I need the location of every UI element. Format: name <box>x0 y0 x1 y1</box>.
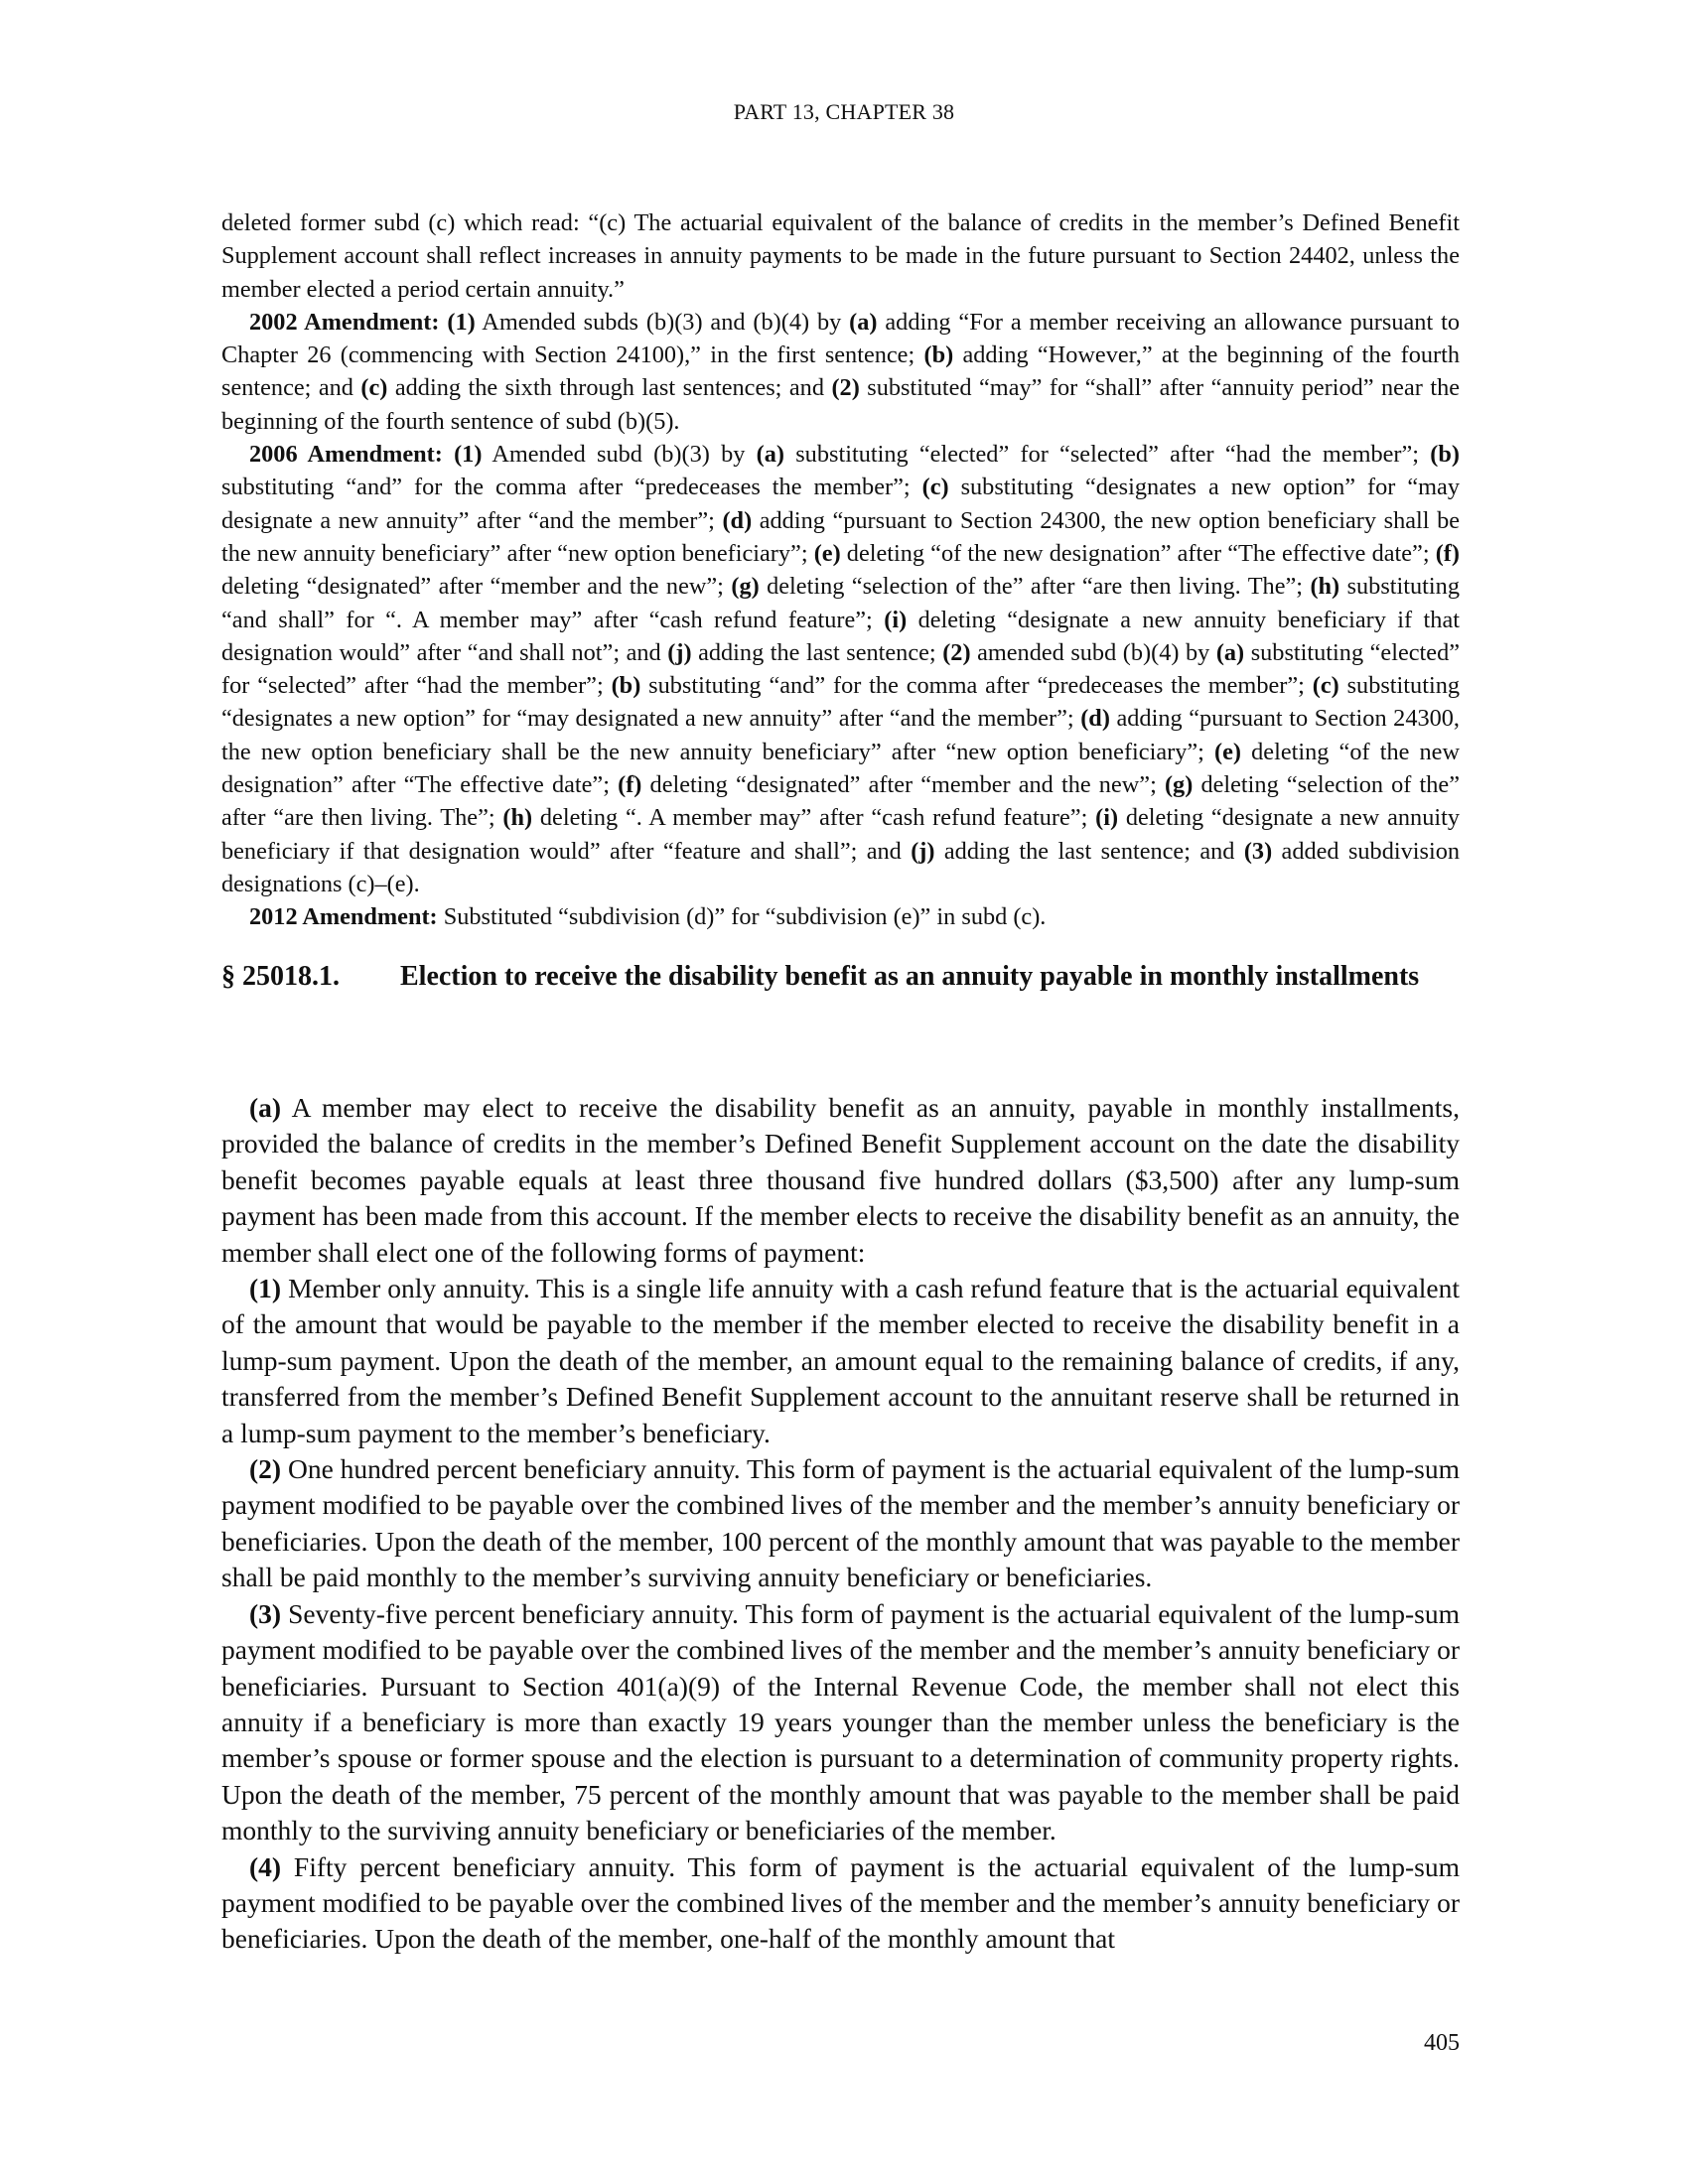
bold-label: (e) <box>1214 738 1241 765</box>
para-3 <box>221 1596 1460 1849</box>
bold-label: (b) <box>923 341 954 369</box>
text-run: One hundred percent beneficiary annuity. This form of payment is the actuarial equivalent of the lump-sum payment modified to be payable over the combined lives of the member and the member’s annuity beneficiary or beneficiaries. Upon the death of the member, 100 percent of the monthly amount that was payable to the member shall be paid monthly to the member’s surviving annuity beneficiary or beneficiaries. <box>221 1453 1460 1593</box>
text-run: deleting “. A member may” after “cash refund feature”; <box>532 804 1096 832</box>
para-1 <box>221 1271 1460 1451</box>
section-body <box>221 1090 1460 1958</box>
text-run: deleted former subd (c) which read: “(c) The actuarial equivalent of the balance of credits in the member’s Defined Benefit Supplement account shall reflect increases in annuity payments to be made in the future pursuant to Section 24402, unless the member elected a period certain annuity.” <box>221 209 1460 303</box>
subd-a <box>221 1090 1460 1271</box>
page-number: 405 <box>1424 2030 1460 2056</box>
bold-label: (c) <box>360 374 388 402</box>
text-run: adding the last sentence; and <box>934 837 1244 865</box>
bold-label: 2002 Amendment: <box>249 308 440 336</box>
text-run: added subdivision designations (c)–(e). <box>221 837 1461 897</box>
note-2012-amendment <box>221 900 1460 933</box>
section-title: Election to receive the disability benefit as an annuity payable in monthly installments <box>400 961 1420 992</box>
bold-label: (a) <box>756 441 784 469</box>
text-run: substituting “designates a new option” for “may designate a new annuity” after “and the member”; <box>221 474 1460 534</box>
text-run: substituting “and” for the comma after “predeceases the member”; <box>221 474 922 501</box>
text-run: Fifty percent beneficiary annuity. This form of payment is the actuarial equivalent of the lump-sum payment modified to be payable over the combined lives of the member and the member’s annuity beneficiary or beneficiaries. Upon the death of the member, one-half of the monthly amount that <box>221 1850 1460 1955</box>
text-run: substituting “and” for the comma after “predeceases the member”; <box>640 672 1313 700</box>
bold-label: (j) <box>911 837 935 865</box>
text-run: substituting “elected” for “selected” after “had the member”; <box>783 441 1431 469</box>
text-run: adding the sixth through last sentences; and <box>387 374 832 402</box>
amendment-notes <box>221 206 1460 934</box>
text-run: adding “For a member receiving an allowance pursuant to Chapter 26 (commencing with Section 24100),” in the first sentence; <box>221 308 1460 369</box>
bold-label: 2012 Amendment: <box>249 903 438 931</box>
text-run: substituted “may” for “shall” after “annuity period” near the beginning of the fourth sentence of subd (b)(5). <box>221 374 1460 435</box>
bold-label: (2) <box>831 374 860 402</box>
bold-label: (i) <box>884 606 908 633</box>
bold-label: (f) <box>618 771 642 799</box>
bold-label: (j) <box>667 638 692 666</box>
text-run: Substituted “subdivision (d)” for “subdivision (e)” in subd (c). <box>437 903 1047 931</box>
note-continuation <box>221 206 1460 306</box>
bold-label: (3) <box>249 1597 282 1629</box>
text-run: substituting “designates a new option” for “may designated a new annuity” after “and the member”; <box>221 672 1460 733</box>
text-run: deleting “designated” after “member and the new”; <box>641 771 1165 799</box>
text-run: deleting “of the new designation” after “The effective date”; <box>221 738 1461 799</box>
text-run: Amended subds (b)(3) and (b)(4) by <box>475 308 850 336</box>
text-run: deleting “selection of the” after “are then living. The”; <box>221 771 1461 832</box>
text-run: amended subd (b)(4) by <box>970 638 1216 666</box>
text-run: Member only annuity. This is a single life annuity with a cash refund feature that is the actuarial equivalent of the amount that would be payable to the member if the member elected to receive the disability benefit in a lump-sum payment. Upon the death of the member, an amount equal to the remaining balance of credits, if any, transferred from the member’s Defined Benefit Supplement account to the annuitant reserve shall be returned in a lump-sum payment to the member’s beneficiary. <box>221 1273 1460 1448</box>
text-run: substituting “elected” for “selected” after “had the member”; <box>221 638 1460 700</box>
note-2002-amendment <box>221 306 1460 438</box>
bold-label: (1) <box>454 441 483 469</box>
text-run: adding the last sentence; <box>691 638 943 666</box>
text-run: Amended subd (b)(3) by <box>482 441 757 469</box>
text-run: Seventy-five percent beneficiary annuity. This form of payment is the actuarial equivalent of the lump-sum payment modified to be payable over the combined lives of the member and the member’s annuity beneficiary or beneficiaries. Pursuant to Section 401(a)(9) of the Internal Revenue Code, the member shall not elect this annuity if a beneficiary is more than exactly 19 years younger than the member unless the beneficiary is the member’s spouse or former spouse and the election is pursuant to a determination of community property rights. Upon the death of the member, 75 percent of the monthly amount that was payable to the member shall be paid monthly to the surviving annuity beneficiary or beneficiaries of the member. <box>221 1597 1460 1846</box>
note-2006-amendment <box>221 438 1460 900</box>
bold-label: (a) <box>1215 638 1245 666</box>
bold-label: (i) <box>1095 804 1119 832</box>
bold-label: (d) <box>1080 705 1110 733</box>
text-run: adding “However,” at the beginning of the fourth sentence; and <box>221 341 1460 402</box>
text-run: deleting “designated” after “member and the new”; <box>221 573 732 601</box>
running-head: PART 13, CHAPTER 38 <box>733 99 955 124</box>
bold-label: (e) <box>813 539 841 567</box>
bold-label: (b) <box>1430 441 1460 469</box>
bold-label: (g) <box>731 573 760 601</box>
bold-label: (4) <box>249 1850 282 1882</box>
section-number: § 25018.1. <box>221 961 340 992</box>
text-run: deleting “designate a new annuity beneficiary if that designation would” after “and shall not”; and <box>221 606 1460 666</box>
bold-label: (c) <box>1312 672 1339 700</box>
text-run: deleting “of the new designation” after “The effective date”; <box>840 539 1436 567</box>
bold-label: (d) <box>722 506 753 534</box>
bold-label: (1) <box>447 308 476 336</box>
text-run: deleting “selection of the” after “are then living. The”; <box>759 573 1311 601</box>
bold-label: (c) <box>921 474 949 501</box>
bold-label: (g) <box>1164 771 1194 799</box>
section-heading <box>221 959 1460 994</box>
bold-label: (h) <box>502 804 533 832</box>
bold-label: (a) <box>249 1092 282 1123</box>
text-run: adding “pursuant to Section 24300, the new option beneficiary shall be the new annuity beneficiary” after “new option beneficiary”; <box>221 506 1461 567</box>
para-4 <box>221 1849 1460 1958</box>
bold-label: (f) <box>1435 539 1460 567</box>
text-run: A member may elect to receive the disability benefit as an annuity, payable in monthly installments, provided the balance of credits in the member’s Defined Benefit Supplement account on the date the disability benefit becomes payable equals at least three thousand five hundred dollars ($3,500) after any lump-sum payment has been made from this account. If the member elects to receive the disability benefit as an annuity, the member shall elect one of the following forms of payment: <box>221 1092 1460 1268</box>
text-run: deleting “designate a new annuity beneficiary if that designation would” after “feature and shall”; and <box>221 804 1460 865</box>
text-run: adding “pursuant to Section 24300, the new option beneficiary shall be the new annuity beneficiary” after “new option beneficiary”; <box>221 705 1460 765</box>
bold-label: (2) <box>249 1453 282 1485</box>
bold-label: (h) <box>1310 573 1340 601</box>
para-2 <box>221 1451 1460 1596</box>
text-run: substituting “and shall” for “. A member may” after “cash refund feature”; <box>221 573 1460 633</box>
bold-label: (3) <box>1243 837 1273 865</box>
bold-label: (2) <box>942 638 971 666</box>
text-run <box>443 441 454 468</box>
bold-label: (a) <box>849 308 878 336</box>
bold-label: (b) <box>611 672 641 700</box>
bold-label: (1) <box>249 1273 282 1304</box>
bold-label: 2006 Amendment: <box>249 441 443 469</box>
